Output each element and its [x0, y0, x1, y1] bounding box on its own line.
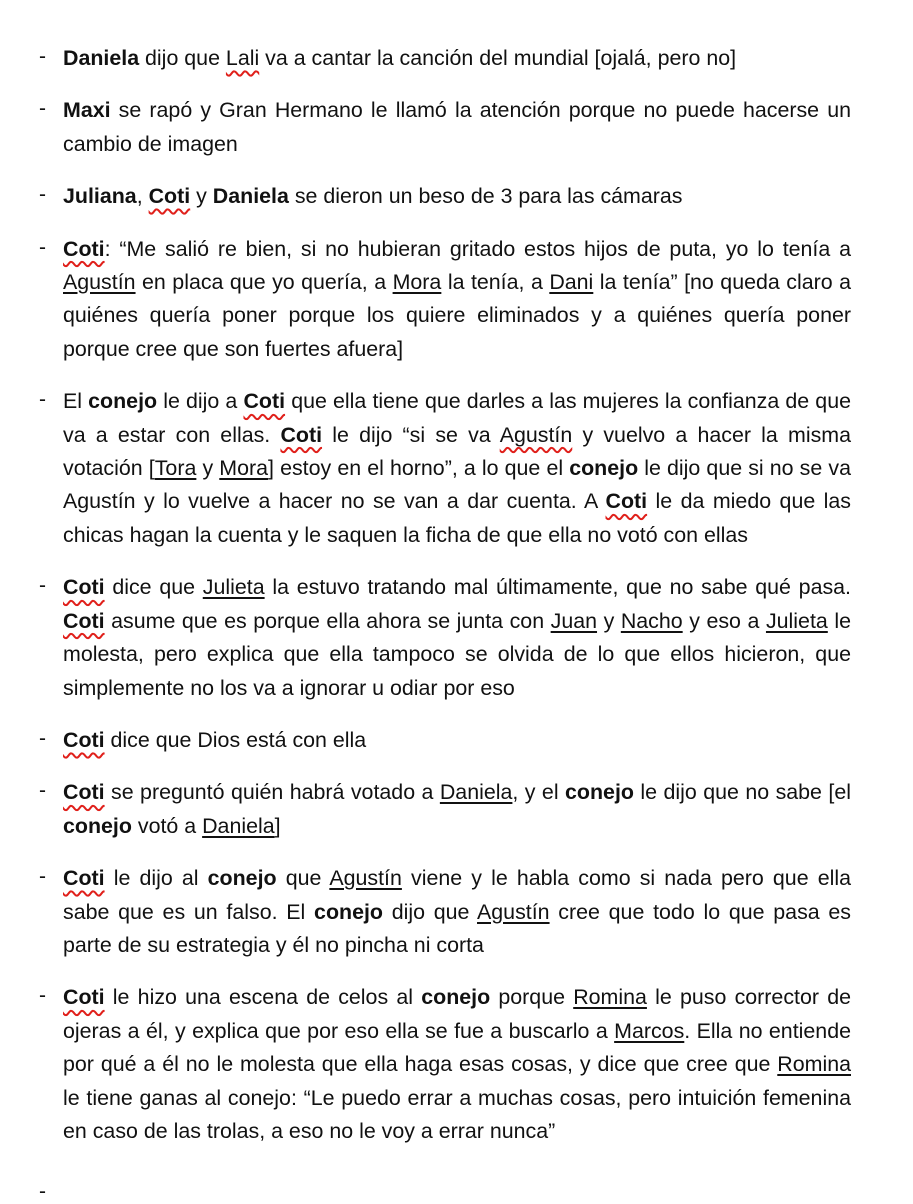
- text-run: cree que todo lo que pasa es parte de su estrategia y él no pincha ni corta: [63, 899, 851, 957]
- underlined-name: Tora: [154, 456, 197, 481]
- list-dash: -: [39, 97, 46, 121]
- text-run: le dijo que no sabe [el: [633, 780, 851, 805]
- list-dash: -: [39, 235, 46, 259]
- text-run: le puso corrector de ojeras a él, y explica que por eso ella se fue a buscarlo a: [63, 985, 851, 1043]
- bold-name: Coti: [63, 985, 105, 1010]
- text-run: la tenía, a: [441, 270, 550, 295]
- text-run: que: [276, 866, 330, 891]
- text-run: ]: [274, 813, 281, 838]
- bold-name: conejo: [88, 389, 158, 414]
- text-run: dice que Dios está con ella: [104, 727, 367, 752]
- underlined-name: Marcos: [614, 1018, 685, 1043]
- list-item: [0, 724, 913, 757]
- underlined-name: Juan: [550, 608, 598, 633]
- text-run: y eso a: [682, 608, 766, 633]
- bold-name: Coti: [63, 866, 105, 891]
- text-run: : “Me salió re bien, si no hubieran gritado estos hijos de puta, yo lo tenía a: [104, 236, 851, 261]
- text-run: El: [63, 389, 89, 414]
- text-run: y: [196, 456, 220, 481]
- underlined-name: Julieta: [202, 575, 265, 600]
- text-run: va a cantar la canción del mundial [ojalá, pero no]: [259, 46, 737, 70]
- text-run: viene y le habla como si nada pero que ella sabe que es un falso. El: [63, 866, 851, 924]
- text-run: le dijo a: [157, 389, 244, 414]
- list-dash: -: [39, 45, 46, 68]
- bold-name: Coti: [605, 489, 648, 514]
- list-dash: -: [39, 574, 46, 598]
- bold-name: Juliana: [63, 184, 137, 209]
- text-run: votó a: [131, 813, 203, 838]
- text-run: en placa que yo quería, a: [135, 270, 393, 295]
- underlined-name: Romina: [777, 1052, 851, 1077]
- underlined-name: Daniela: [439, 780, 513, 805]
- bold-name: Coti: [280, 422, 323, 447]
- text-run: que ella tiene que darles a las mujeres la confianza de que va a estar con ellas.: [63, 389, 851, 447]
- list-dash: -: [39, 779, 46, 803]
- list-item: [0, 776, 913, 843]
- notes-list: [0, 42, 913, 1167]
- underlined-name: Dani: [549, 270, 594, 295]
- text-run: asume que es porque ella ahora se junta con: [104, 608, 551, 633]
- text-run: y: [597, 608, 621, 633]
- underlined-name: Agustín: [329, 866, 402, 891]
- bold-name: conejo: [63, 813, 132, 838]
- bold-name: Daniela: [212, 184, 289, 209]
- text-run: y vuelvo a hacer la misma votación [: [63, 422, 851, 481]
- underlined-name: Nacho: [620, 608, 683, 633]
- bold-name: Coti: [63, 780, 105, 805]
- text-run: le dijo al: [104, 866, 208, 891]
- bold-name: conejo: [569, 456, 639, 481]
- bold-name: Maxi: [63, 98, 111, 123]
- text-run: se dieron un beso de 3 para las cámaras: [288, 184, 683, 209]
- empty-list-item-dash: -: [39, 1180, 46, 1203]
- text-run: ] estoy en el horno”, a lo que el: [268, 456, 570, 481]
- list-item: [0, 981, 913, 1148]
- list-item: [0, 385, 913, 552]
- underlined-name: Julieta: [765, 608, 828, 633]
- text-run: la tenía” [no queda claro a quiénes quería poner porque los quiere eliminados y a quiénes quería poner porque cree que son fuertes afuera]: [63, 270, 851, 361]
- text-run: y: [190, 184, 213, 209]
- bold-name: Coti: [63, 236, 105, 261]
- underlined-name: Mora: [392, 270, 442, 295]
- bold-name: Coti: [148, 184, 191, 209]
- text-run: . Ella no entiende por qué a él no le molesta que ella haga esas cosas, y dice que cree que: [63, 1018, 851, 1077]
- text-run: ,: [136, 184, 149, 209]
- text-run: le dijo “si se va: [322, 422, 500, 447]
- text-run: , y el: [512, 780, 566, 805]
- list-item: [0, 42, 913, 75]
- bold-name: conejo: [314, 899, 383, 924]
- list-item: [0, 233, 913, 367]
- underlined-name: Romina: [573, 985, 647, 1010]
- list-dash: -: [39, 726, 46, 750]
- bold-name: conejo: [421, 985, 491, 1010]
- underlined-name: Agustín: [477, 899, 550, 924]
- underlined-name: Agustín: [499, 422, 573, 447]
- list-dash: -: [39, 183, 46, 207]
- text-run: dijo que: [382, 899, 478, 924]
- bold-name: Coti: [63, 575, 105, 600]
- text-run: le tiene ganas al conejo: “Le puedo errar a muchas cosas, pero intuición femenina en caso de las trolas, a eso no le voy a errar nunca”: [63, 1085, 851, 1143]
- list-item: [0, 571, 913, 705]
- text-run: dijo que: [139, 46, 226, 70]
- list-dash: -: [39, 984, 46, 1008]
- underlined-name: Daniela: [202, 813, 275, 838]
- bold-name: Daniela: [63, 46, 140, 70]
- underlined-name: Agustín: [63, 270, 136, 295]
- list-item: [0, 94, 913, 161]
- text-run: la estuvo tratando mal últimamente, que no sabe qué pasa.: [264, 575, 851, 600]
- list-item: [0, 862, 913, 962]
- text-run: le da miedo que las chicas hagan la cuenta y le saquen la ficha de que ella no votó con ellas: [63, 489, 852, 547]
- text-run: le molesta, pero explica que ella tampoco se olvida de lo que ellos hicieron, que simplemente no los va a ignorar u odiar por eso: [63, 608, 851, 700]
- bold-name: Coti: [63, 608, 105, 633]
- text-run: le dijo que si no se va Agustín y lo vuelve a hacer no se van a dar cuenta. A: [63, 456, 851, 514]
- bold-name: Coti: [243, 389, 286, 414]
- text-run: le hizo una escena de celos al: [104, 985, 422, 1010]
- bold-name: conejo: [565, 780, 634, 805]
- list-item: [0, 180, 913, 213]
- bold-name: conejo: [207, 866, 277, 891]
- text-run: Lali: [225, 46, 260, 70]
- list-dash: -: [39, 388, 46, 412]
- bold-name: Coti: [63, 727, 105, 752]
- text-run: se rapó y Gran Hermano le llamó la atención porque no puede hacerse un cambio de imagen: [63, 98, 851, 156]
- text-run: se preguntó quién habrá votado a: [104, 780, 440, 805]
- text-run: dice que: [104, 575, 203, 600]
- text-run: porque: [490, 985, 574, 1010]
- list-dash: -: [39, 865, 46, 889]
- underlined-name: Mora: [219, 456, 269, 481]
